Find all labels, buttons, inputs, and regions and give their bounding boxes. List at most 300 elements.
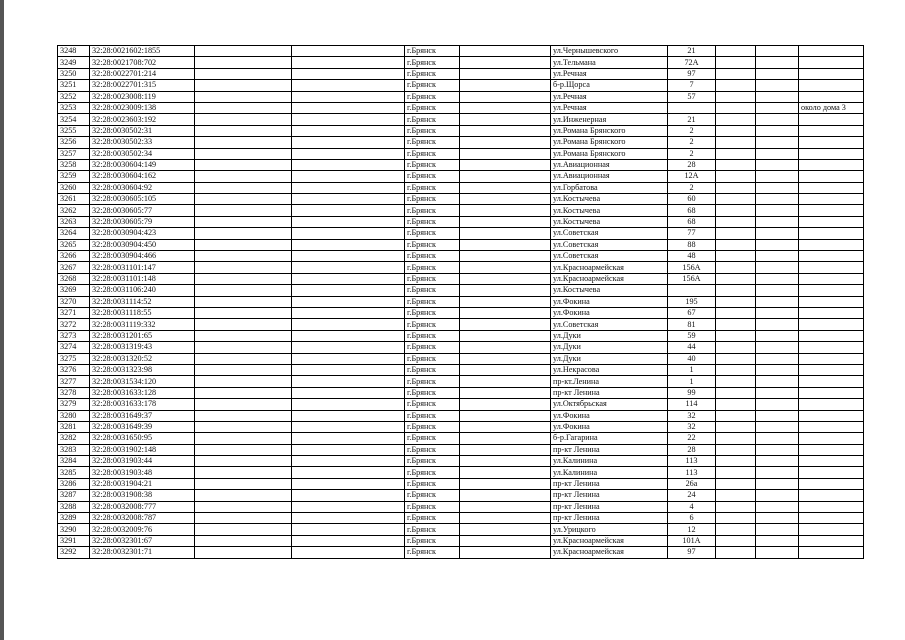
row-number-cell: 3251 bbox=[58, 80, 90, 91]
street-cell: пр-кт Ленина bbox=[551, 490, 668, 501]
empty-cell bbox=[716, 456, 756, 467]
table-row bbox=[58, 216, 864, 227]
empty-cell bbox=[460, 137, 551, 148]
empty-cell bbox=[756, 410, 799, 421]
empty-cell bbox=[460, 46, 551, 57]
empty-cell bbox=[292, 353, 405, 364]
cadastral-number-cell: 32:28:0031904:21 bbox=[90, 478, 195, 489]
city-cell: г.Брянск bbox=[405, 262, 460, 273]
row-number-cell: 3255 bbox=[58, 125, 90, 136]
cadastral-number-cell: 32:28:0031902:148 bbox=[90, 444, 195, 455]
empty-cell bbox=[716, 182, 756, 193]
street-cell: ул.Фокина bbox=[551, 296, 668, 307]
row-number-cell: 3268 bbox=[58, 273, 90, 284]
city-cell: г.Брянск bbox=[405, 251, 460, 262]
table-row bbox=[58, 342, 864, 353]
empty-cell bbox=[716, 421, 756, 432]
empty-cell bbox=[716, 547, 756, 558]
cadastral-number-cell: 32:28:0032008:777 bbox=[90, 501, 195, 512]
table-row bbox=[58, 387, 864, 398]
note-cell bbox=[799, 114, 864, 125]
row-number-cell: 3267 bbox=[58, 262, 90, 273]
empty-cell bbox=[195, 205, 292, 216]
street-cell: ул.Костычева bbox=[551, 285, 668, 296]
empty-cell bbox=[756, 467, 799, 478]
empty-cell bbox=[460, 353, 551, 364]
row-number-cell: 3283 bbox=[58, 444, 90, 455]
house-number-cell: 113 bbox=[668, 456, 716, 467]
empty-cell bbox=[460, 262, 551, 273]
row-number-cell: 3248 bbox=[58, 46, 90, 57]
empty-cell bbox=[292, 478, 405, 489]
row-number-cell: 3275 bbox=[58, 353, 90, 364]
empty-cell bbox=[756, 228, 799, 239]
house-number-cell: 1 bbox=[668, 364, 716, 375]
house-number-cell: 68 bbox=[668, 216, 716, 227]
note-cell bbox=[799, 364, 864, 375]
empty-cell bbox=[195, 456, 292, 467]
empty-cell bbox=[716, 102, 756, 113]
cadastral-number-cell: 32:28:0031101:147 bbox=[90, 262, 195, 273]
empty-cell bbox=[460, 524, 551, 535]
street-cell: ул.Советская bbox=[551, 228, 668, 239]
street-cell: ул.Речная bbox=[551, 102, 668, 113]
row-number-cell: 3259 bbox=[58, 171, 90, 182]
empty-cell bbox=[716, 433, 756, 444]
row-number-cell: 3291 bbox=[58, 535, 90, 546]
empty-cell bbox=[716, 251, 756, 262]
empty-cell bbox=[756, 444, 799, 455]
empty-cell bbox=[756, 433, 799, 444]
empty-cell bbox=[460, 159, 551, 170]
city-cell: г.Брянск bbox=[405, 478, 460, 489]
empty-cell bbox=[292, 524, 405, 535]
note-cell bbox=[799, 159, 864, 170]
table-row bbox=[58, 478, 864, 489]
empty-cell bbox=[460, 319, 551, 330]
row-number-cell: 3289 bbox=[58, 513, 90, 524]
empty-cell bbox=[460, 205, 551, 216]
cadastral-number-cell: 32:28:0030604:162 bbox=[90, 171, 195, 182]
empty-cell bbox=[756, 68, 799, 79]
table-row bbox=[58, 239, 864, 250]
city-cell: г.Брянск bbox=[405, 216, 460, 227]
empty-cell bbox=[756, 535, 799, 546]
city-cell: г.Брянск bbox=[405, 307, 460, 318]
table-row bbox=[58, 137, 864, 148]
empty-cell bbox=[292, 387, 405, 398]
note-cell bbox=[799, 273, 864, 284]
street-cell: б-р.Щорса bbox=[551, 80, 668, 91]
empty-cell bbox=[292, 194, 405, 205]
row-number-cell: 3252 bbox=[58, 91, 90, 102]
table-row bbox=[58, 353, 864, 364]
empty-cell bbox=[195, 114, 292, 125]
note-cell bbox=[799, 125, 864, 136]
empty-cell bbox=[716, 387, 756, 398]
street-cell: пр-кт Ленина bbox=[551, 478, 668, 489]
empty-cell bbox=[756, 194, 799, 205]
empty-cell bbox=[756, 330, 799, 341]
empty-cell bbox=[292, 125, 405, 136]
city-cell: г.Брянск bbox=[405, 524, 460, 535]
empty-cell bbox=[460, 330, 551, 341]
cadastral-number-cell: 32:28:0031118:55 bbox=[90, 307, 195, 318]
table-row bbox=[58, 444, 864, 455]
empty-cell bbox=[460, 421, 551, 432]
note-cell bbox=[799, 478, 864, 489]
empty-cell bbox=[195, 91, 292, 102]
cadastral-number-cell: 32:28:0031649:37 bbox=[90, 410, 195, 421]
empty-cell bbox=[195, 490, 292, 501]
empty-cell bbox=[716, 239, 756, 250]
empty-cell bbox=[195, 296, 292, 307]
street-cell: ул.Костычева bbox=[551, 205, 668, 216]
empty-cell bbox=[292, 57, 405, 68]
empty-cell bbox=[716, 262, 756, 273]
empty-cell bbox=[460, 376, 551, 387]
cadastral-number-cell: 32:28:0031323:98 bbox=[90, 364, 195, 375]
empty-cell bbox=[292, 182, 405, 193]
empty-cell bbox=[195, 171, 292, 182]
empty-cell bbox=[460, 171, 551, 182]
empty-cell bbox=[195, 364, 292, 375]
empty-cell bbox=[292, 444, 405, 455]
empty-cell bbox=[756, 319, 799, 330]
street-cell: ул.Инженерная bbox=[551, 114, 668, 125]
empty-cell bbox=[756, 159, 799, 170]
empty-cell bbox=[460, 364, 551, 375]
city-cell: г.Брянск bbox=[405, 57, 460, 68]
cadastral-number-cell: 32:28:0030904:450 bbox=[90, 239, 195, 250]
empty-cell bbox=[460, 456, 551, 467]
row-number-cell: 3260 bbox=[58, 182, 90, 193]
city-cell: г.Брянск bbox=[405, 182, 460, 193]
cadastral-number-cell: 32:28:0030605:105 bbox=[90, 194, 195, 205]
city-cell: г.Брянск bbox=[405, 285, 460, 296]
city-cell: г.Брянск bbox=[405, 456, 460, 467]
note-cell bbox=[799, 490, 864, 501]
house-number-cell: 32 bbox=[668, 410, 716, 421]
note-cell bbox=[799, 148, 864, 159]
empty-cell bbox=[292, 342, 405, 353]
note-cell bbox=[799, 251, 864, 262]
empty-cell bbox=[292, 467, 405, 478]
house-number-cell: 12 bbox=[668, 524, 716, 535]
empty-cell bbox=[716, 478, 756, 489]
cadastral-number-cell: 32:28:0030605:77 bbox=[90, 205, 195, 216]
cadastral-number-cell: 32:28:0021708:702 bbox=[90, 57, 195, 68]
row-number-cell: 3285 bbox=[58, 467, 90, 478]
empty-cell bbox=[716, 513, 756, 524]
empty-cell bbox=[756, 205, 799, 216]
empty-cell bbox=[460, 513, 551, 524]
empty-cell bbox=[195, 444, 292, 455]
empty-cell bbox=[716, 216, 756, 227]
note-cell bbox=[799, 194, 864, 205]
empty-cell bbox=[716, 307, 756, 318]
empty-cell bbox=[756, 273, 799, 284]
house-number-cell: 156А bbox=[668, 262, 716, 273]
city-cell: г.Брянск bbox=[405, 91, 460, 102]
row-number-cell: 3253 bbox=[58, 102, 90, 113]
empty-cell bbox=[292, 91, 405, 102]
note-cell: около дома 3 bbox=[799, 102, 864, 113]
empty-cell bbox=[716, 444, 756, 455]
house-number-cell: 195 bbox=[668, 296, 716, 307]
cadastral-number-cell: 32:28:0031101:148 bbox=[90, 273, 195, 284]
row-number-cell: 3250 bbox=[58, 68, 90, 79]
row-number-cell: 3274 bbox=[58, 342, 90, 353]
street-cell: пр-кт.Ленина bbox=[551, 376, 668, 387]
empty-cell bbox=[756, 251, 799, 262]
empty-cell bbox=[195, 547, 292, 558]
street-cell: ул.Красноармейская bbox=[551, 547, 668, 558]
empty-cell bbox=[460, 410, 551, 421]
empty-cell bbox=[756, 239, 799, 250]
empty-cell bbox=[292, 262, 405, 273]
cadastral-number-cell: 32:28:0031649:39 bbox=[90, 421, 195, 432]
empty-cell bbox=[292, 114, 405, 125]
house-number-cell: 88 bbox=[668, 239, 716, 250]
street-cell: пр-кт Ленина bbox=[551, 444, 668, 455]
empty-cell bbox=[195, 80, 292, 91]
city-cell: г.Брянск bbox=[405, 68, 460, 79]
street-cell: ул.Дуки bbox=[551, 330, 668, 341]
empty-cell bbox=[195, 137, 292, 148]
row-number-cell: 3254 bbox=[58, 114, 90, 125]
house-number-cell: 7 bbox=[668, 80, 716, 91]
empty-cell bbox=[460, 535, 551, 546]
table-row bbox=[58, 159, 864, 170]
empty-cell bbox=[460, 307, 551, 318]
table-row bbox=[58, 307, 864, 318]
note-cell bbox=[799, 182, 864, 193]
empty-cell bbox=[716, 273, 756, 284]
empty-cell bbox=[756, 262, 799, 273]
house-number-cell: 113 bbox=[668, 467, 716, 478]
empty-cell bbox=[460, 182, 551, 193]
note-cell bbox=[799, 535, 864, 546]
house-number-cell: 2 bbox=[668, 125, 716, 136]
row-number-cell: 3256 bbox=[58, 137, 90, 148]
row-number-cell: 3292 bbox=[58, 547, 90, 558]
table-row bbox=[58, 330, 864, 341]
empty-cell bbox=[716, 91, 756, 102]
cadastral-number-cell: 32:28:0030604:92 bbox=[90, 182, 195, 193]
scan-left-edge bbox=[0, 0, 4, 640]
empty-cell bbox=[292, 68, 405, 79]
empty-cell bbox=[292, 216, 405, 227]
note-cell bbox=[799, 296, 864, 307]
house-number-cell: 40 bbox=[668, 353, 716, 364]
street-cell: ул.Авиационная bbox=[551, 171, 668, 182]
note-cell bbox=[799, 399, 864, 410]
empty-cell bbox=[756, 342, 799, 353]
empty-cell bbox=[292, 319, 405, 330]
empty-cell bbox=[756, 148, 799, 159]
table-row bbox=[58, 421, 864, 432]
cadastral-number-cell: 32:28:0031114:52 bbox=[90, 296, 195, 307]
street-cell: ул.Авиационная bbox=[551, 159, 668, 170]
house-number-cell: 81 bbox=[668, 319, 716, 330]
cadastral-number-cell: 32:28:0030605:79 bbox=[90, 216, 195, 227]
empty-cell bbox=[292, 251, 405, 262]
empty-cell bbox=[716, 399, 756, 410]
row-number-cell: 3286 bbox=[58, 478, 90, 489]
row-number-cell: 3269 bbox=[58, 285, 90, 296]
note-cell bbox=[799, 342, 864, 353]
empty-cell bbox=[756, 102, 799, 113]
note-cell bbox=[799, 444, 864, 455]
row-number-cell: 3266 bbox=[58, 251, 90, 262]
table-row bbox=[58, 251, 864, 262]
empty-cell bbox=[292, 456, 405, 467]
house-number-cell: 2 bbox=[668, 137, 716, 148]
street-cell: ул.Дуки bbox=[551, 353, 668, 364]
note-cell bbox=[799, 376, 864, 387]
city-cell: г.Брянск bbox=[405, 137, 460, 148]
cadastral-number-cell: 32:28:0023009:138 bbox=[90, 102, 195, 113]
row-number-cell: 3280 bbox=[58, 410, 90, 421]
empty-cell bbox=[716, 137, 756, 148]
empty-cell bbox=[292, 410, 405, 421]
table-row bbox=[58, 273, 864, 284]
city-cell: г.Брянск bbox=[405, 513, 460, 524]
empty-cell bbox=[195, 228, 292, 239]
empty-cell bbox=[460, 239, 551, 250]
empty-cell bbox=[460, 285, 551, 296]
cadastral-number-cell: 32:28:0031534:120 bbox=[90, 376, 195, 387]
note-cell bbox=[799, 330, 864, 341]
city-cell: г.Брянск bbox=[405, 114, 460, 125]
empty-cell bbox=[756, 182, 799, 193]
cadastral-number-cell: 32:28:0031903:48 bbox=[90, 467, 195, 478]
empty-cell bbox=[716, 353, 756, 364]
empty-cell bbox=[195, 319, 292, 330]
empty-cell bbox=[756, 399, 799, 410]
row-number-cell: 3258 bbox=[58, 159, 90, 170]
cadastral-number-cell: 32:28:0031903:44 bbox=[90, 456, 195, 467]
city-cell: г.Брянск bbox=[405, 80, 460, 91]
empty-cell bbox=[292, 205, 405, 216]
empty-cell bbox=[195, 524, 292, 535]
empty-cell bbox=[195, 478, 292, 489]
table-row bbox=[58, 171, 864, 182]
city-cell: г.Брянск bbox=[405, 239, 460, 250]
table-row bbox=[58, 547, 864, 558]
city-cell: г.Брянск bbox=[405, 159, 460, 170]
note-cell bbox=[799, 205, 864, 216]
note-cell bbox=[799, 467, 864, 478]
cadastral-number-cell: 32:28:0031106:240 bbox=[90, 285, 195, 296]
note-cell bbox=[799, 353, 864, 364]
cadastral-number-cell: 32:28:0031633:178 bbox=[90, 399, 195, 410]
city-cell: г.Брянск bbox=[405, 490, 460, 501]
empty-cell bbox=[716, 148, 756, 159]
table-row bbox=[58, 456, 864, 467]
cadastral-number-cell: 32:28:0032301:71 bbox=[90, 547, 195, 558]
city-cell: г.Брянск bbox=[405, 421, 460, 432]
table-row bbox=[58, 228, 864, 239]
house-number-cell: 28 bbox=[668, 159, 716, 170]
empty-cell bbox=[756, 501, 799, 512]
street-cell: ул.Костычева bbox=[551, 216, 668, 227]
cadastral-number-cell: 32:28:0031633:128 bbox=[90, 387, 195, 398]
registry-table bbox=[57, 45, 864, 559]
city-cell: г.Брянск bbox=[405, 46, 460, 57]
empty-cell bbox=[460, 216, 551, 227]
table-row bbox=[58, 535, 864, 546]
empty-cell bbox=[195, 410, 292, 421]
empty-cell bbox=[460, 467, 551, 478]
street-cell: ул.Фокина bbox=[551, 421, 668, 432]
street-cell: ул.Фокина bbox=[551, 307, 668, 318]
cadastral-number-cell: 32:28:0031650:95 bbox=[90, 433, 195, 444]
empty-cell bbox=[460, 148, 551, 159]
empty-cell bbox=[756, 478, 799, 489]
empty-cell bbox=[716, 68, 756, 79]
note-cell bbox=[799, 456, 864, 467]
house-number-cell: 4 bbox=[668, 501, 716, 512]
empty-cell bbox=[195, 353, 292, 364]
city-cell: г.Брянск bbox=[405, 376, 460, 387]
house-number-cell: 68 bbox=[668, 205, 716, 216]
empty-cell bbox=[292, 159, 405, 170]
empty-cell bbox=[756, 171, 799, 182]
table-row bbox=[58, 91, 864, 102]
row-number-cell: 3281 bbox=[58, 421, 90, 432]
cadastral-number-cell: 32:28:0031201:65 bbox=[90, 330, 195, 341]
house-number-cell: 97 bbox=[668, 68, 716, 79]
empty-cell bbox=[195, 182, 292, 193]
empty-cell bbox=[292, 330, 405, 341]
empty-cell bbox=[756, 46, 799, 57]
empty-cell bbox=[292, 80, 405, 91]
note-cell bbox=[799, 57, 864, 68]
empty-cell bbox=[756, 285, 799, 296]
note-cell bbox=[799, 501, 864, 512]
cadastral-number-cell: 32:28:0030904:466 bbox=[90, 251, 195, 262]
row-number-cell: 3279 bbox=[58, 399, 90, 410]
street-cell: ул.Калинина bbox=[551, 456, 668, 467]
empty-cell bbox=[195, 194, 292, 205]
note-cell bbox=[799, 319, 864, 330]
note-cell bbox=[799, 421, 864, 432]
house-number-cell: 26а bbox=[668, 478, 716, 489]
house-number-cell: 101А bbox=[668, 535, 716, 546]
empty-cell bbox=[292, 364, 405, 375]
house-number-cell: 72А bbox=[668, 57, 716, 68]
cadastral-number-cell: 32:28:0030502:34 bbox=[90, 148, 195, 159]
house-number-cell bbox=[668, 285, 716, 296]
table-row bbox=[58, 262, 864, 273]
city-cell: г.Брянск bbox=[405, 125, 460, 136]
house-number-cell: 60 bbox=[668, 194, 716, 205]
table-row bbox=[58, 182, 864, 193]
cadastral-number-cell: 32:28:0032009:76 bbox=[90, 524, 195, 535]
city-cell: г.Брянск bbox=[405, 387, 460, 398]
empty-cell bbox=[195, 342, 292, 353]
city-cell: г.Брянск bbox=[405, 171, 460, 182]
empty-cell bbox=[756, 387, 799, 398]
empty-cell bbox=[195, 57, 292, 68]
empty-cell bbox=[460, 102, 551, 113]
street-cell: ул.Романа Брянского bbox=[551, 137, 668, 148]
table-row bbox=[58, 376, 864, 387]
empty-cell bbox=[460, 114, 551, 125]
note-cell bbox=[799, 262, 864, 273]
